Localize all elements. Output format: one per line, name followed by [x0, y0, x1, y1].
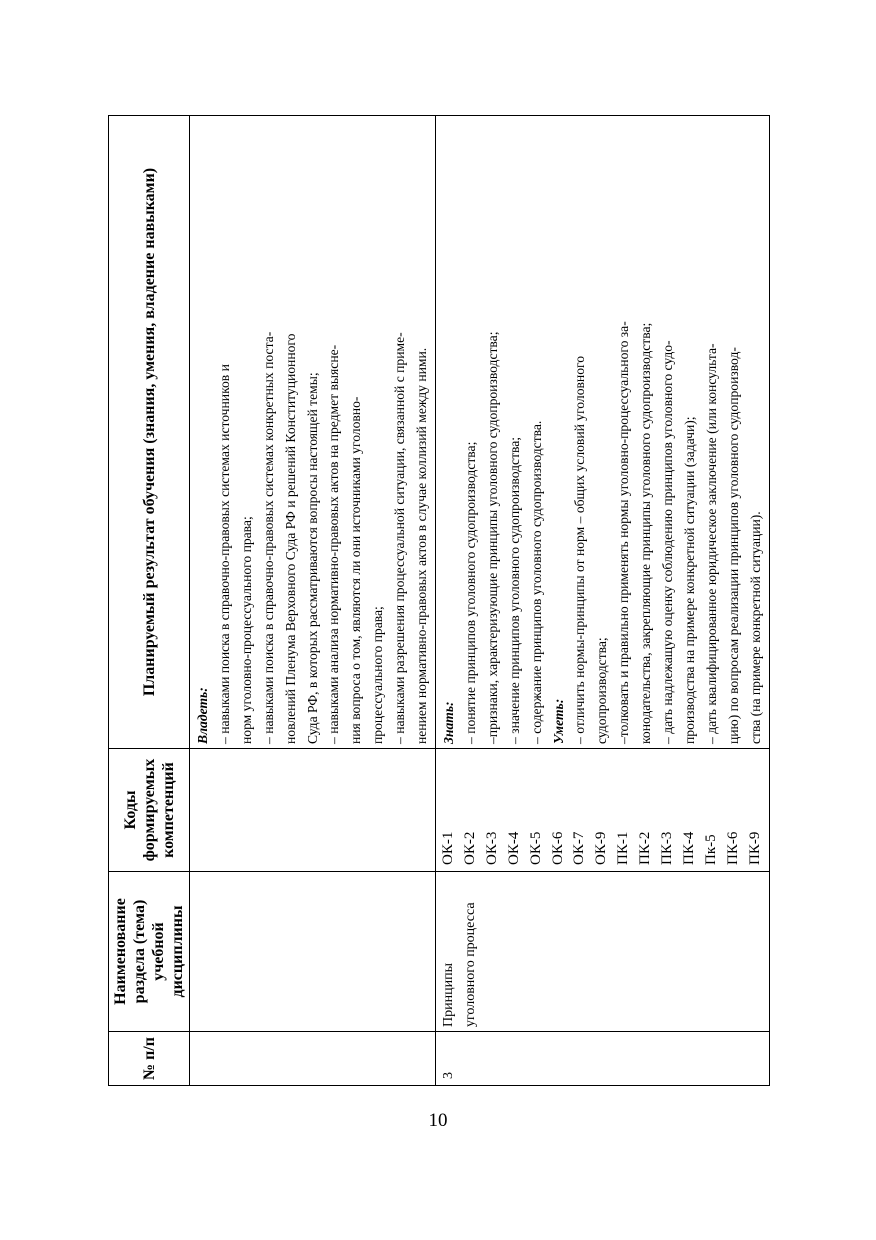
- result-line: цию) по вопросам реализации принципов уголовного судопроизвод-: [725, 347, 741, 744]
- result-line: – содержание принципов уголовного судопроизводства.: [528, 420, 544, 744]
- table-row: [435, 116, 769, 1086]
- competency-code: ОК-1: [439, 831, 456, 865]
- row1-codes: [190, 749, 436, 872]
- result-line: –толковать и правильно применять нормы уголовно-процессуального за-: [616, 321, 632, 744]
- result-line: новлений Пленума Верховного Суда РФ и решений Конституционного: [282, 333, 298, 744]
- competency-code: ПК-2: [637, 831, 654, 865]
- section-title-line: уголовного процесса: [462, 902, 478, 1027]
- row1-section: [190, 872, 436, 1032]
- result-line: – навыками поиска в справочно-правовых системах источников и: [216, 364, 232, 744]
- result-line: Суда РФ, в которых рассматриваются вопросы настоящей темы;: [304, 372, 320, 744]
- row2-result: [435, 116, 769, 749]
- competency-code: ПК-4: [680, 831, 697, 865]
- competency-code: ОК-9: [593, 831, 610, 865]
- result-line: процессуального права;: [370, 606, 386, 744]
- can-title: Уметь:: [550, 698, 566, 744]
- competency-code: ПК-1: [615, 831, 632, 865]
- competency-code: ОК-2: [461, 831, 478, 865]
- result-line: – навыками поиска в справочно-правовых системах конкретных поста-: [260, 331, 276, 744]
- result-line: – дать квалифицированное юридическое заключение (или консульта-: [703, 343, 719, 744]
- page-number: 10: [428, 1110, 448, 1131]
- header-codes: Коды формируемых компетенций: [109, 749, 190, 872]
- result-line: конодательства, закрепляющие принципы уголовного судопроизводства;: [638, 322, 654, 744]
- section-title-line: Принципы: [440, 963, 456, 1027]
- know-title: Знать:: [440, 701, 456, 744]
- competency-code: ПК-9: [746, 831, 763, 865]
- own-title: Владеть:: [195, 687, 210, 744]
- competency-code: ОК-6: [549, 831, 566, 865]
- result-line: –признаки, характеризующие принципы уголовного судопроизводства;: [484, 331, 500, 744]
- result-line: – навыками анализа нормативно-правовых актов на предмет выясне-: [326, 344, 342, 744]
- row1-num: [190, 1032, 436, 1086]
- competency-table: [108, 115, 770, 1086]
- result-line: – понятие принципов уголовного судопроизводства;: [462, 441, 478, 744]
- competency-code: ПК-3: [659, 831, 676, 865]
- row1-result: [190, 116, 436, 749]
- result-line: норм уголовно-процессуального права;: [238, 516, 254, 744]
- row2-section: [435, 872, 769, 1032]
- result-line: – значение принципов уголовного судопроизводства;: [506, 436, 522, 744]
- header-num: № п/п: [109, 1032, 190, 1086]
- competency-code: ОК-5: [527, 831, 544, 865]
- competency-code: ОК-3: [483, 831, 500, 865]
- rotated-table-container: [108, 116, 763, 1086]
- header-result: Планируемый результат обучения (знания, умения, владение навыками): [109, 116, 190, 749]
- row2-codes: [435, 749, 769, 872]
- result-line: нением нормативно-правовых актов в случае коллизий между ними.: [414, 347, 430, 744]
- header-section: Наименование раздела (тема) учебной дисциплины: [109, 872, 190, 1032]
- competency-code: ОК-7: [571, 831, 588, 865]
- result-line: судопроизводства;: [594, 637, 610, 744]
- table-row: [190, 116, 436, 1086]
- competency-code: ПК-6: [724, 831, 741, 865]
- table-header-row: [109, 116, 190, 1086]
- result-line: – дать надлежащую оценку соблюдению принципов уголовного судо-: [660, 340, 676, 744]
- result-line: – навыками разрешения процессуальной ситуации, связанной с приме-: [392, 332, 408, 744]
- row2-num: 3: [435, 1032, 769, 1086]
- competency-code: Пк-5: [702, 834, 719, 865]
- result-line: производства на примере конкретной ситуации (задачи);: [681, 416, 697, 744]
- competency-code: ОК-4: [505, 831, 522, 865]
- result-line: ства (на примере конкретной ситуации).: [747, 511, 763, 744]
- result-line: ния вопроса о том, являются ли они источниками уголовно-: [348, 396, 364, 744]
- result-line: – отличить нормы-принципы от норм – общих условий уголовного: [572, 355, 588, 744]
